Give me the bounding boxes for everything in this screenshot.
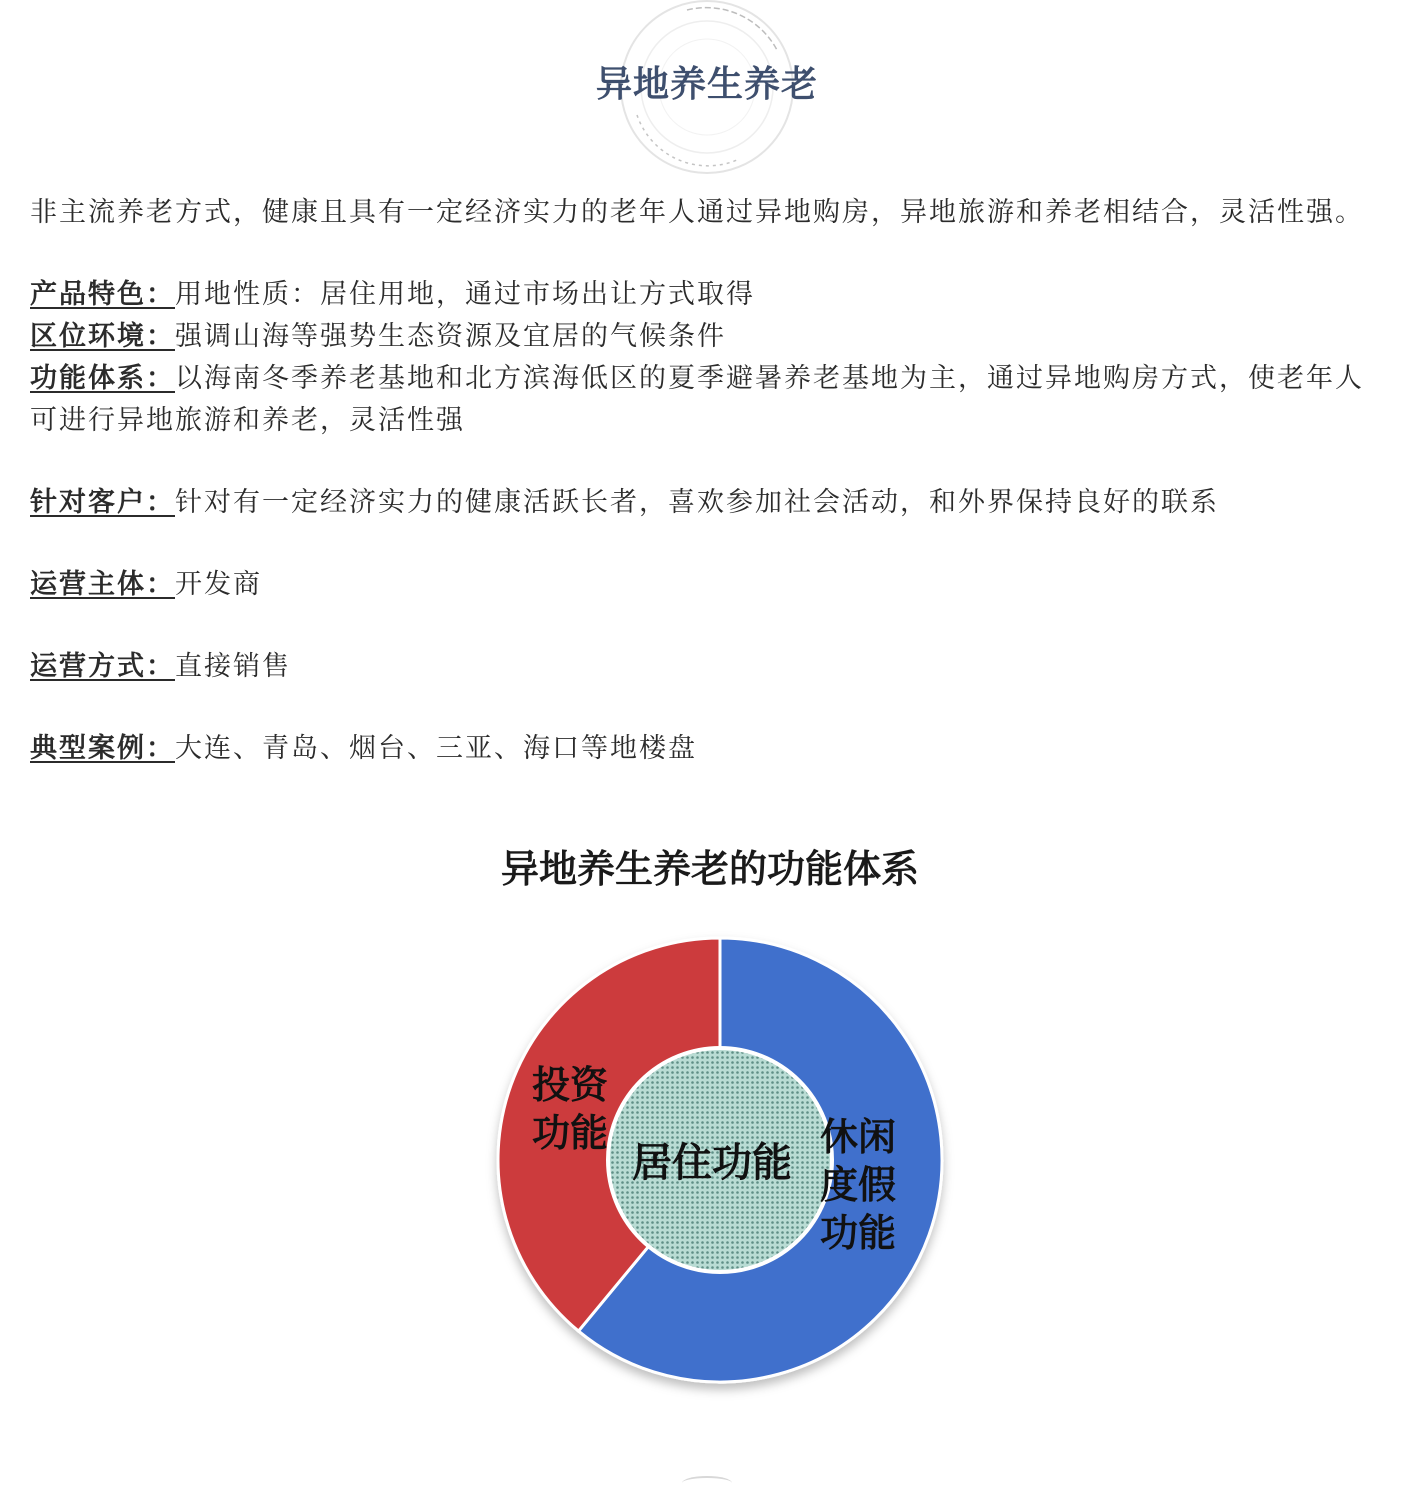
product-feature-text: 用地性质：居住用地，通过市场出让方式取得 [175, 279, 755, 310]
product-feature-label: 产品特色： [30, 279, 175, 310]
slice-label: 投资功能 [532, 1063, 609, 1155]
customer-text: 针对有一定经济实力的健康活跃长者，喜欢参加社会活动，和外界保持良好的联系 [175, 487, 1219, 518]
location-label: 区位环境： [30, 321, 175, 352]
cases-label: 典型案例： [30, 733, 175, 764]
page-title: 异地养生养老 [595, 64, 818, 105]
operator-text: 开发商 [175, 569, 262, 600]
product-feature-line [30, 274, 1386, 316]
cases-line [30, 728, 1386, 770]
function-line [30, 358, 1386, 442]
divider-ornament [682, 1476, 732, 1490]
location-text: 强调山海等强势生态资源及宜居的气候条件 [175, 321, 726, 352]
location-line [30, 316, 1386, 358]
title-area [0, 0, 1414, 175]
donut-chart [440, 830, 980, 1430]
function-text: 以海南冬季养老基地和北方滨海低区的夏季避暑养老基地为主，通过异地购房方式，使老年人可进行异地旅游和养老，灵活性强 [30, 363, 1364, 436]
operator-line [30, 564, 1386, 606]
operation-text: 直接销售 [175, 651, 291, 682]
operation-label: 运营方式： [30, 651, 175, 682]
customer-line [30, 482, 1386, 524]
function-label: 功能体系： [30, 363, 175, 394]
operator-label: 运营主体： [30, 569, 175, 600]
article-body [30, 192, 1386, 770]
center-label: 居住功能 [632, 1140, 792, 1186]
intro-paragraph: 非主流养老方式，健康且具有一定经济实力的老年人通过异地购房，异地旅游和养老相结合，灵活性强。 [30, 197, 1364, 228]
customer-label: 针对客户： [30, 487, 175, 518]
function-system-chart [440, 830, 980, 1430]
cases-text: 大连、青岛、烟台、三亚、海口等地楼盘 [175, 733, 697, 764]
slice-label: 休闲度假功能 [820, 1115, 897, 1255]
operation-line [30, 646, 1386, 688]
chart-title: 异地养生养老的功能体系 [500, 847, 920, 891]
